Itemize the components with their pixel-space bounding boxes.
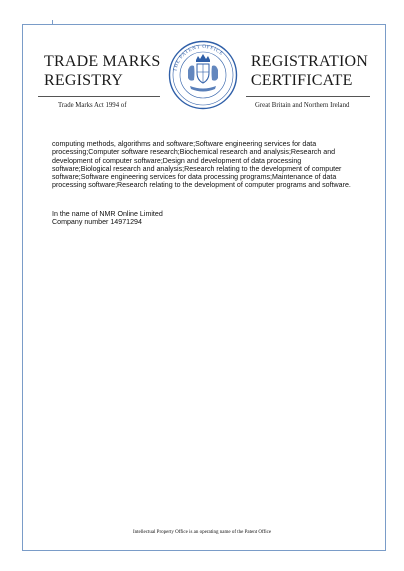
- owner-block: [52, 210, 352, 227]
- header-left-line2: REGISTRY: [44, 72, 123, 89]
- header-right-line1: REGISTRATION: [250, 53, 368, 70]
- seal-ring-text: THE PATENT OFFICE: [172, 43, 225, 73]
- corner-mark: [52, 20, 53, 24]
- header-left: [44, 52, 160, 90]
- subheader-left: Trade Marks Act 1994 of: [58, 102, 127, 109]
- patent-office-seal-icon: [168, 40, 238, 110]
- services-description: computing methods, algorithms and software;Software engineering services for data processing;Computer software research;Biochemical research and analysis;Research and development of computer software;Design and development of data processing software;Biological research and analysis;Research relating to the development of computer software;Software engineering services for data processing programs;Maintenance of data processing software;Research relating to the development of computer programs and software.: [52, 140, 351, 190]
- header-right: [251, 52, 368, 90]
- company-number-line: Company number 14971294: [52, 218, 142, 227]
- owner-name-line: In the name of NMR Online Limited: [52, 210, 163, 218]
- header-rule-right: [246, 96, 370, 97]
- header-right-line2: CERTIFICATE: [250, 72, 353, 89]
- header-rule-left: [38, 96, 160, 97]
- header-left-line1: TRADE MARKS: [44, 53, 161, 70]
- subheader-right: Great Britain and Northern Ireland: [255, 102, 350, 109]
- footer-note: Intellectual Property Office is an operating name of the Patent Office: [132, 530, 272, 535]
